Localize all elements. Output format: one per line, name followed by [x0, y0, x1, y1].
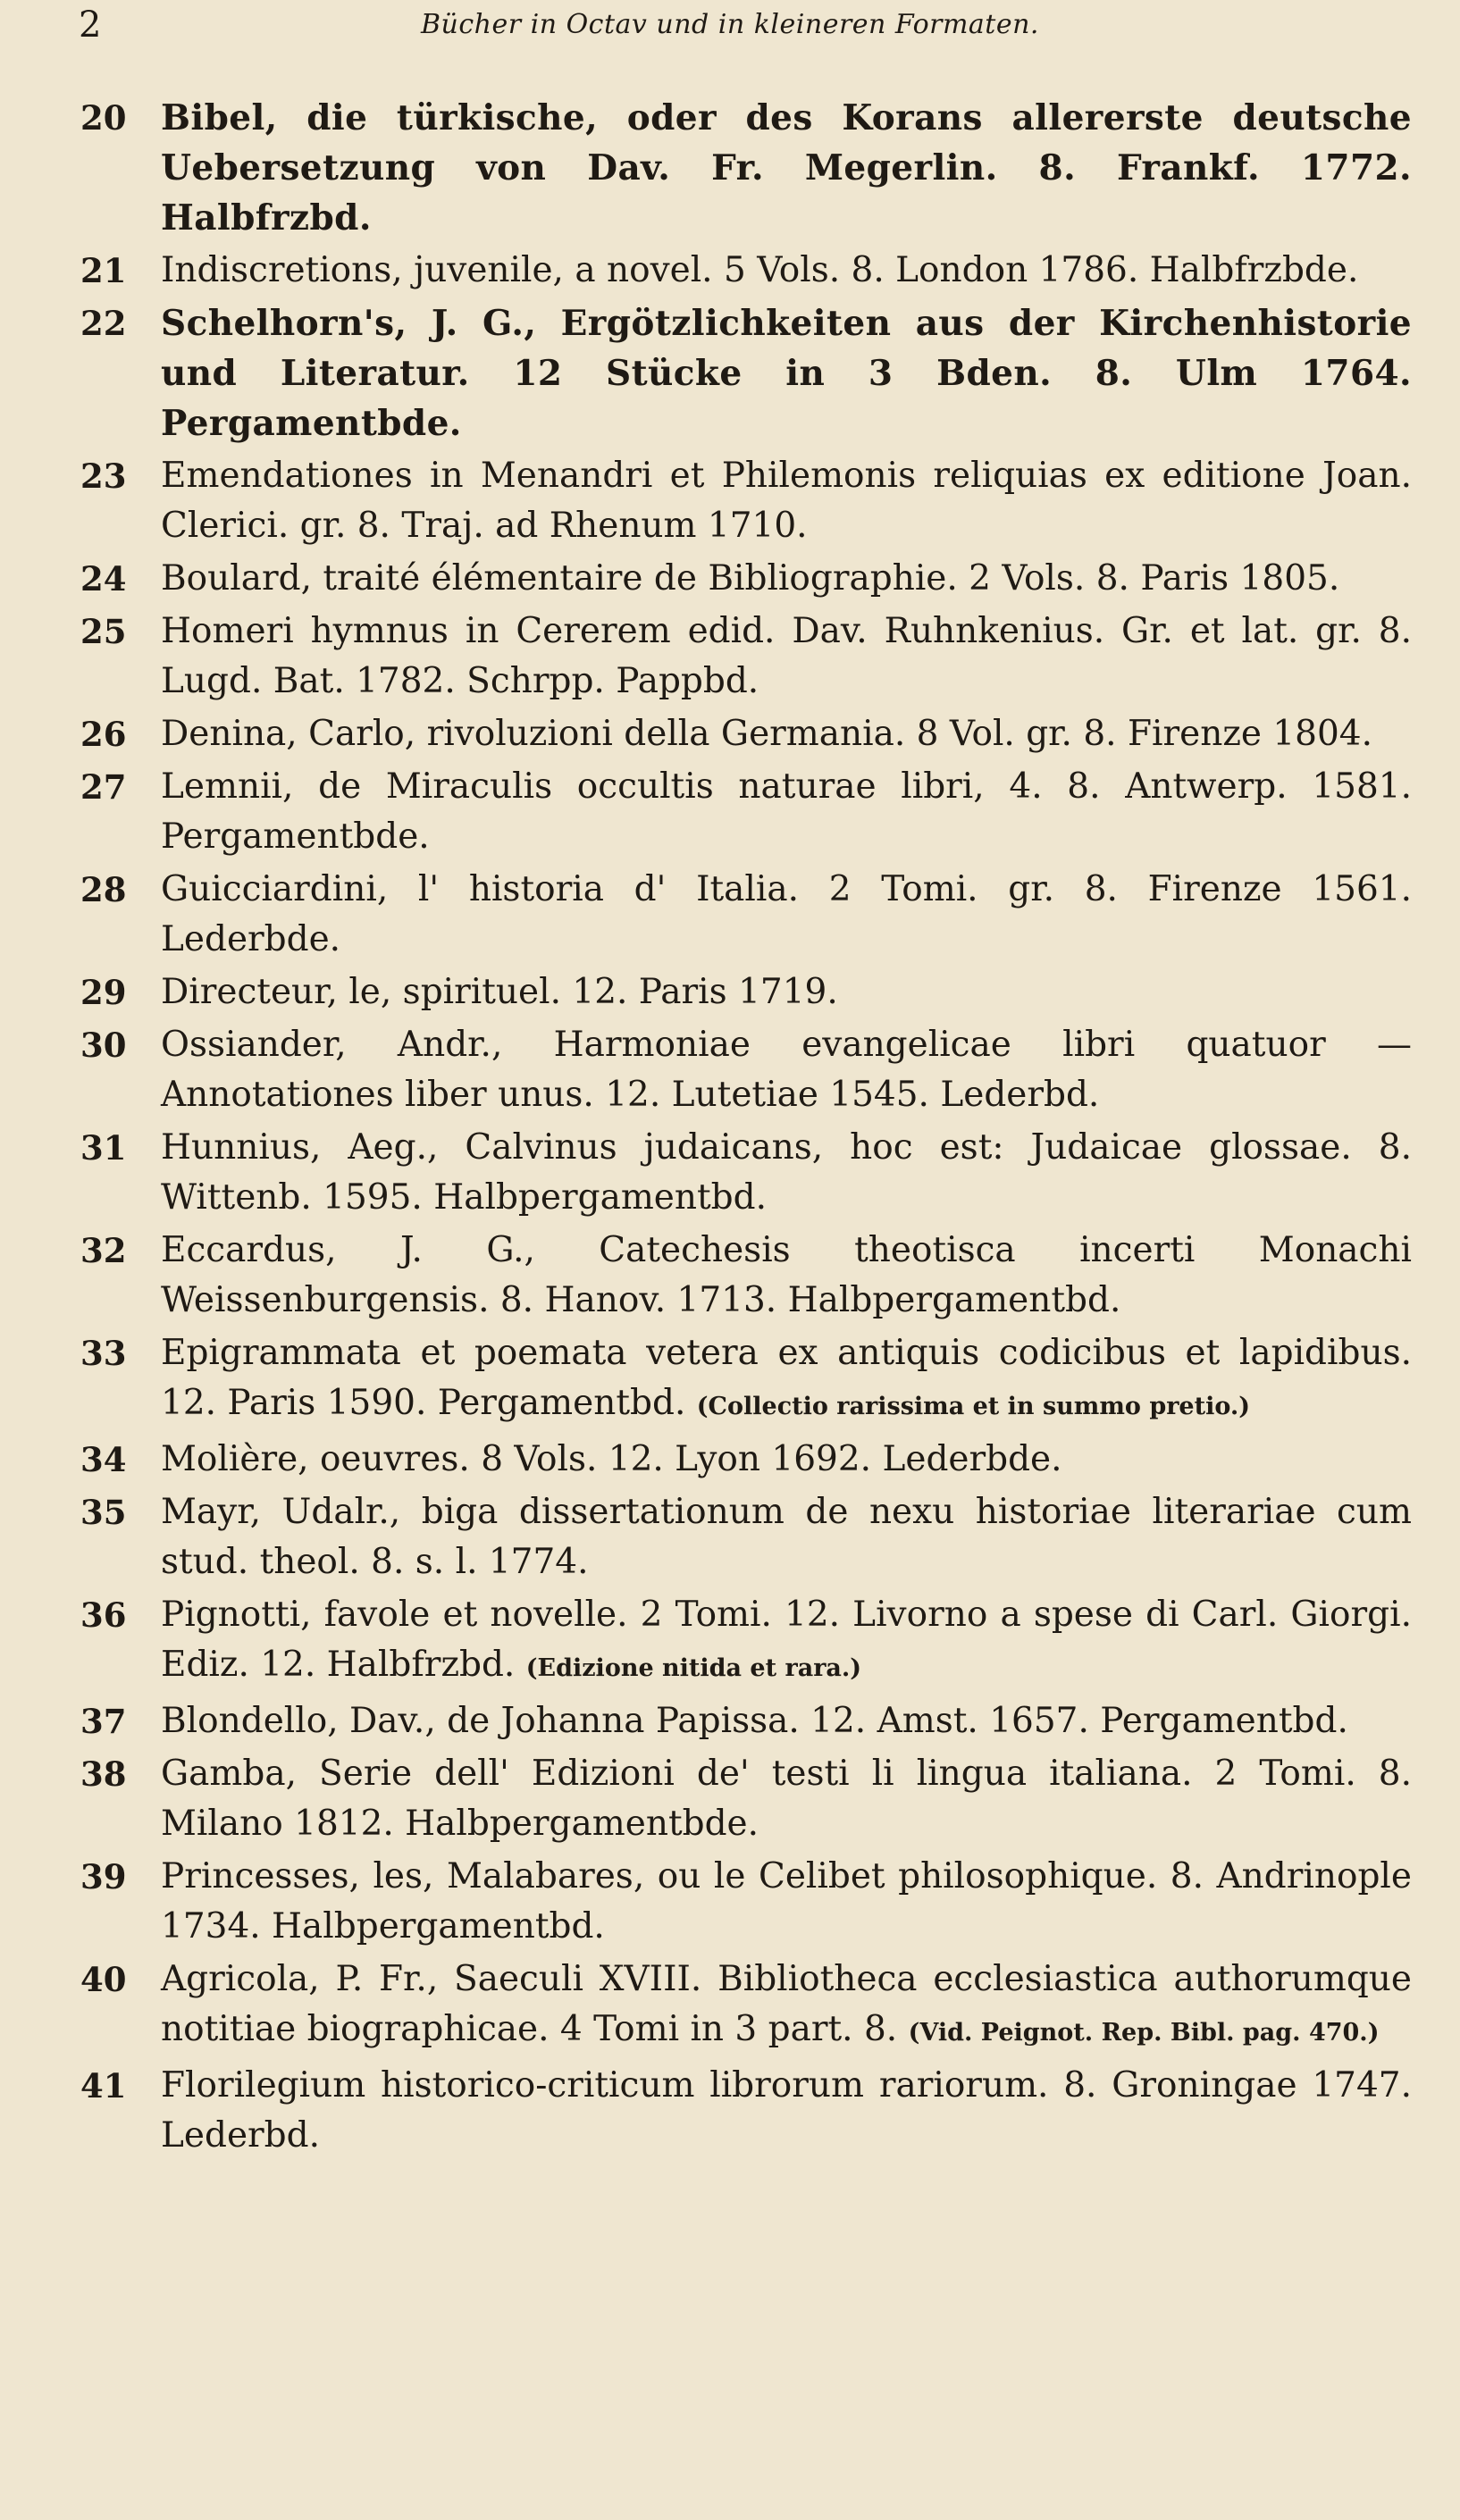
- entry-text: [161, 93, 1412, 243]
- catalog-entry: [80, 1696, 1412, 1746]
- entry-text: [161, 967, 1412, 1017]
- entry-number: 27: [80, 767, 127, 807]
- catalog-entry: [80, 1123, 1412, 1223]
- entry-description: Pignotti, favole et novelle. 2 Tomi. 12. Livorno a spese di Carl. Giorgi. Ediz. 12. Halbfrzbd.: [161, 1595, 1412, 1685]
- entry-text: [161, 865, 1412, 965]
- entry-text: [161, 1590, 1412, 1694]
- entry-description: Indiscretions, juvenile, a novel. 5 Vols. 8. London 1786. Halbfrzbde.: [161, 250, 1359, 290]
- entry-description: Blondello, Dav., de Johanna Papissa. 12. Amst. 1657. Pergamentbd.: [161, 1701, 1348, 1741]
- entry-text: [161, 709, 1412, 759]
- entry-description: Bibel, die türkische, oder des Korans allererste deutsche Uebersetzung von Dav. Fr. Megerlin. 8. Frankf. 1772. Halbfrzbd.: [161, 97, 1412, 239]
- entry-number: 34: [80, 1440, 127, 1479]
- entry-note: (Collectio rarissima et in summo pretio.): [696, 1393, 1251, 1420]
- entry-text: [161, 1435, 1412, 1485]
- entry-note: (Vid. Peignot. Rep. Bibl. pag. 470.): [908, 2019, 1380, 2047]
- entry-text: [161, 298, 1412, 448]
- entry-description: Hunnius, Aeg., Calvinus judaicans, hoc est: Judaicae glossae. 8. Wittenb. 1595. Halbpergamentbd.: [161, 1127, 1412, 1218]
- entry-text: [161, 554, 1412, 604]
- entry-number: 21: [80, 251, 127, 290]
- page-number: 2: [79, 4, 102, 46]
- entry-description: Guicciardini, l' historia d' Italia. 2 Tomi. gr. 8. Firenze 1561. Lederbde.: [161, 869, 1412, 959]
- entry-number: 35: [80, 1493, 127, 1532]
- entry-text: [161, 1226, 1412, 1326]
- entry-text: [161, 1123, 1412, 1223]
- entry-number: 23: [80, 456, 127, 496]
- catalog-entry: [80, 1435, 1412, 1485]
- entry-number: 39: [80, 1857, 127, 1896]
- catalog-entry: [80, 967, 1412, 1017]
- entry-number: 25: [80, 612, 127, 651]
- entry-number: 37: [80, 1702, 127, 1741]
- catalog-entry: [80, 1590, 1412, 1694]
- catalog-entry: [80, 246, 1412, 296]
- entry-number: 40: [80, 1960, 127, 1999]
- entry-number: 20: [80, 98, 127, 138]
- entry-note: (Edizione nitida et rara.): [525, 1654, 862, 1682]
- entry-text: [161, 1020, 1412, 1120]
- entry-description: Boulard, traité élémentaire de Bibliographie. 2 Vols. 8. Paris 1805.: [161, 558, 1340, 599]
- catalog-entry: [80, 554, 1412, 604]
- catalog-entry: [80, 865, 1412, 965]
- entry-number: 36: [80, 1595, 127, 1635]
- entry-text: [161, 246, 1412, 296]
- entry-number: 32: [80, 1231, 127, 1270]
- entry-text: [161, 762, 1412, 862]
- entry-description: Gamba, Serie dell' Edizioni de' testi li lingua italiana. 2 Tomi. 8. Milano 1812. Halbpergamentbde.: [161, 1754, 1412, 1844]
- entry-text: [161, 1696, 1412, 1746]
- entry-text: [161, 451, 1412, 551]
- entry-description: Ossiander, Andr., Harmoniae evangelicae libri quatuor — Annotationes liber unus. 12. Lutetiae 1545. Lederbd.: [161, 1025, 1412, 1115]
- entry-number: 31: [80, 1128, 127, 1168]
- entry-description: Molière, oeuvres. 8 Vols. 12. Lyon 1692. Lederbde.: [161, 1439, 1062, 1479]
- entry-number: 29: [80, 973, 127, 1012]
- entry-description: Emendationes in Menandri et Philemonis reliquias ex editione Joan. Clerici. gr. 8. Traj. ad Rhenum 1710.: [161, 456, 1412, 546]
- catalog-entry: [80, 1852, 1412, 1952]
- entry-text: [161, 1487, 1412, 1587]
- entry-number: 24: [80, 559, 127, 599]
- catalog-entry: [80, 1749, 1412, 1849]
- catalog-entry: [80, 762, 1412, 862]
- entry-description: Epigrammata et poemata vetera ex antiquis codicibus et lapidibus. 12. Paris 1590. Pergamentbd.: [161, 1333, 1412, 1423]
- entry-description: Homeri hymnus in Cererem edid. Dav. Ruhnkenius. Gr. et lat. gr. 8. Lugd. Bat. 1782. Schrpp. Pappbd.: [161, 611, 1412, 701]
- entry-number: 33: [80, 1334, 127, 1373]
- entry-description: Directeur, le, spirituel. 12. Paris 1719.: [161, 972, 838, 1012]
- entry-number: 26: [80, 715, 127, 754]
- catalog-entry: [80, 2061, 1412, 2161]
- entry-list: [80, 93, 1412, 2164]
- catalog-entry: [80, 1487, 1412, 1587]
- entry-description: Eccardus, J. G., Catechesis theotisca incerti Monachi Weissenburgensis. 8. Hanov. 1713. Halbpergamentbd.: [161, 1230, 1412, 1320]
- entry-number: 22: [80, 304, 127, 343]
- catalog-entry: [80, 451, 1412, 551]
- running-head: Bücher in Octav und in kleineren Formaten.: [421, 9, 1039, 40]
- entry-number: 28: [80, 870, 127, 909]
- entry-text: [161, 1749, 1412, 1849]
- catalog-entry: [80, 1020, 1412, 1120]
- entry-description: Mayr, Udalr., biga dissertationum de nexu historiae literariae cum stud. theol. 8. s. l. 1774.: [161, 1492, 1412, 1582]
- entry-description: Agricola, P. Fr., Saeculi XVIII. Bibliotheca ecclesiastica authorumque notitiae biographicae. 4 Tomi in 3 part. 8.: [161, 1959, 1412, 2049]
- entry-text: [161, 607, 1412, 707]
- catalog-entry: [80, 607, 1412, 707]
- entry-number: 41: [80, 2066, 127, 2106]
- entry-text: [161, 1955, 1412, 2058]
- catalog-entry: [80, 1955, 1412, 2058]
- entry-number: 30: [80, 1026, 127, 1065]
- catalog-entry: [80, 1226, 1412, 1326]
- entry-text: [161, 2061, 1412, 2161]
- entry-description: Princesses, les, Malabares, ou le Celibet philosophique. 8. Andrinople 1734. Halbpergamentbd.: [161, 1856, 1412, 1947]
- entry-text: [161, 1852, 1412, 1952]
- catalog-entry: [80, 298, 1412, 448]
- entry-number: 38: [80, 1754, 127, 1794]
- entry-description: Lemnii, de Miraculis occultis naturae libri, 4. 8. Antwerp. 1581. Pergamentbde.: [161, 766, 1412, 857]
- catalog-entry: [80, 93, 1412, 243]
- entry-description: Schelhorn's, J. G., Ergötzlichkeiten aus der Kirchenhistorie und Literatur. 12 Stücke in 3 Bden. 8. Ulm 1764. Pergamentbde.: [161, 303, 1412, 444]
- entry-text: [161, 1328, 1412, 1432]
- entry-description: Denina, Carlo, rivoluzioni della Germania. 8 Vol. gr. 8. Firenze 1804.: [161, 714, 1372, 754]
- catalog-entry: [80, 709, 1412, 759]
- entry-description: Florilegium historico-criticum librorum rariorum. 8. Groningae 1747. Lederbd.: [161, 2065, 1412, 2156]
- catalog-entry: [80, 1328, 1412, 1432]
